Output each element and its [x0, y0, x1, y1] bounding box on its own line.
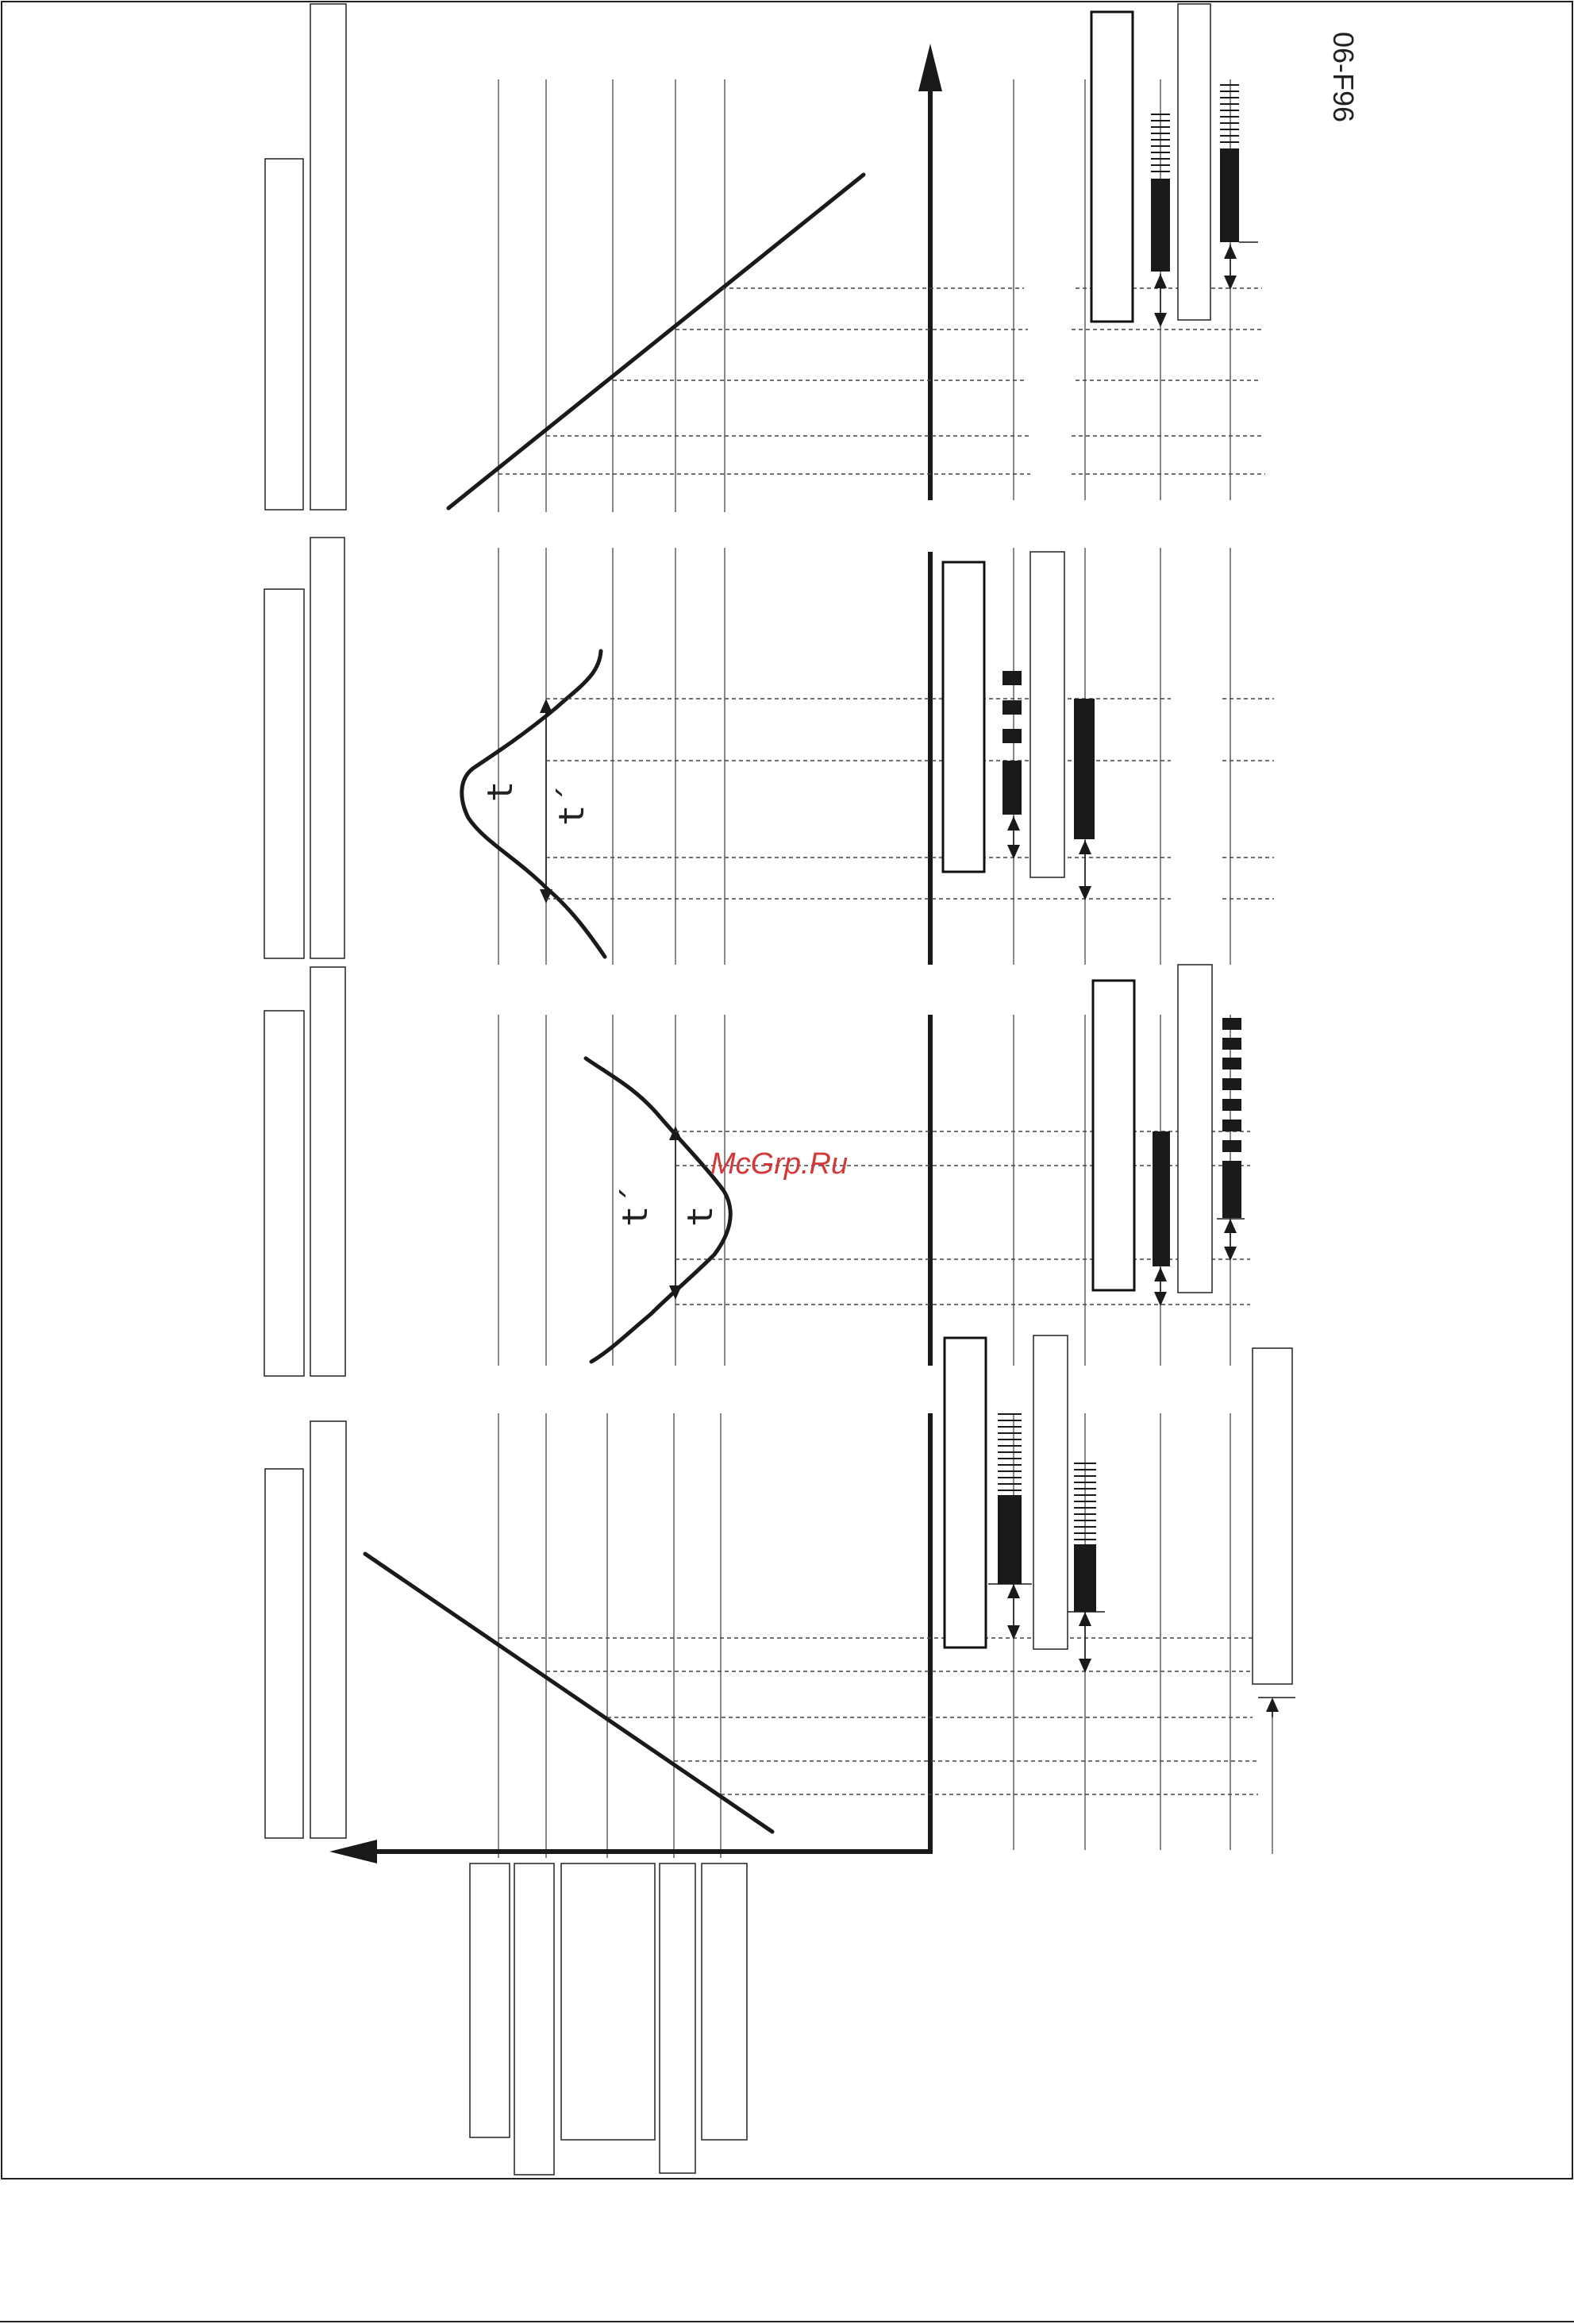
- figure-id: 06-F96: [1327, 32, 1360, 123]
- watermark: McGrp.Ru: [710, 1147, 849, 1181]
- projection-lines: [498, 288, 1274, 1794]
- signal-boxes: [943, 4, 1292, 1684]
- label-t-1: t: [480, 780, 521, 802]
- hatch-1b: [1220, 84, 1239, 143]
- label-boxes-bottom: [470, 1863, 747, 2175]
- ramp-down-line: [365, 1554, 772, 1832]
- label-boxes-left: [264, 4, 346, 1838]
- ramp-up-line: [448, 175, 864, 508]
- label-t-prime-1: t´: [552, 784, 592, 826]
- hatch-4a: [998, 1413, 1022, 1491]
- label-t-prime-2: t´: [615, 1185, 656, 1227]
- curves: [365, 175, 864, 1832]
- guide-lines-top: [498, 79, 725, 1858]
- label-t-2: t: [680, 1205, 721, 1227]
